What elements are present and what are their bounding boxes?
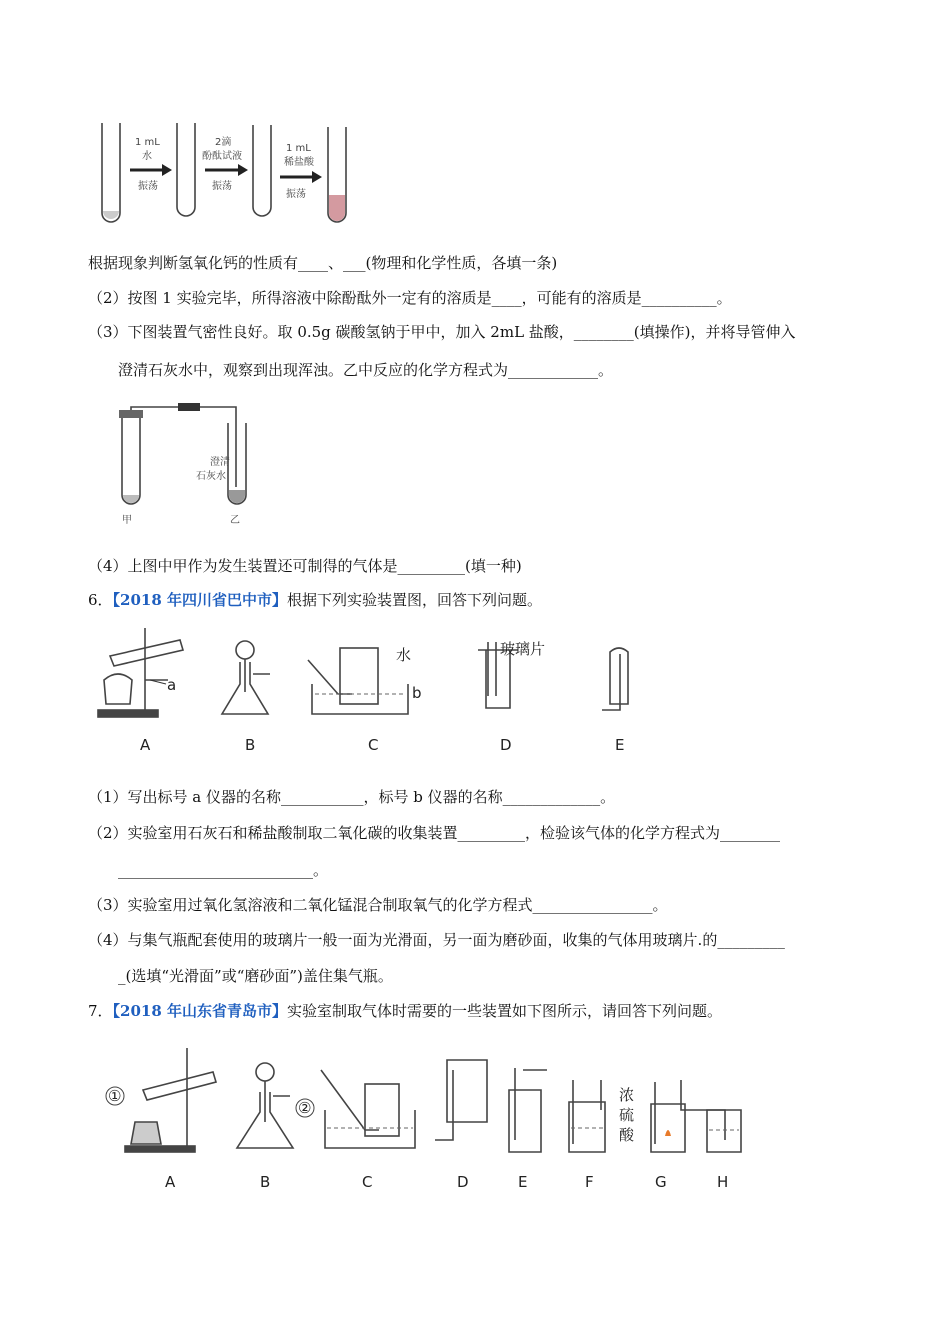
fig1-label-1a: 1 mL <box>135 137 160 148</box>
fig1-label-2a: 2滴 <box>215 137 232 148</box>
label-acid-2: 硫 <box>619 1106 635 1124</box>
label-acid-1: 浓 <box>619 1086 635 1104</box>
q5-part3-line2: 澄清石灰水中，观察到出现浑浊。乙中反应的化学方程式为____________。 <box>118 361 614 379</box>
label-circle-1: ① <box>108 1087 122 1105</box>
fig1-label-3c: 振荡 <box>286 189 306 200</box>
q5-part4: （4）上图中甲作为发生装置还可制得的气体是_________(填一种) <box>88 557 522 575</box>
q6-source-tag: 【2018 年四川省巴中市】 <box>112 591 288 609</box>
q6-part3: （3）实验室用过氧化氢溶液和二氧化锰混合制取氧气的化学方程式________________。 <box>88 896 668 914</box>
q5-properties-line: 根据现象判断氢氧化钙的性质有____、___(物理和化学性质，各填一条) <box>88 254 558 272</box>
q7-letter-A: A <box>165 1173 176 1191</box>
limewater-label-2: 石灰水 <box>196 471 226 482</box>
letter-A: A <box>140 736 151 754</box>
q7-apparatus-figure <box>95 1040 755 1195</box>
q7-letter-F: F <box>585 1173 594 1191</box>
label-b: b <box>412 684 422 702</box>
q6-part2-line1: （2）实验室用石灰石和稀盐酸制取二氧化碳的收集装置_________，检验该气体的化学方程式为________ <box>88 824 781 842</box>
jia-label: 甲 <box>122 515 132 526</box>
q5-part3-line1: （3）下图装置气密性良好。取 0.5g 碳酸氢钠于甲中，加入 2mL 盐酸，________(填操作)，并将导管伸入 <box>88 323 796 341</box>
letter-E: E <box>615 736 625 754</box>
q6-apparatus-figure <box>90 622 650 757</box>
limewater-label-1: 澄清 <box>210 457 230 468</box>
q6-part1: （1）写出标号 a 仪器的名称___________，标号 b 仪器的名称_____________。 <box>88 788 616 806</box>
q6-stem-text: 根据下列实验装置图，回答下列问题。 <box>287 591 543 609</box>
letter-D: D <box>500 736 512 754</box>
label-circle-2: ② <box>298 1099 312 1117</box>
jia-yi-apparatus-figure <box>108 395 258 530</box>
label-water: 水 <box>396 646 412 664</box>
label-acid-3: 酸 <box>619 1126 635 1144</box>
q7-source-tag: 【2018 年山东省青岛市】 <box>112 1002 288 1020</box>
q7-number: 7． <box>88 1002 113 1020</box>
fig1-label-3b: 稀盐酸 <box>284 157 314 168</box>
q7-letter-E: E <box>518 1173 528 1191</box>
q7-letter-C: C <box>362 1173 373 1191</box>
fig1-label-1b: 水 <box>142 151 152 162</box>
q6-part4-line1: （4）与集气瓶配套使用的玻璃片一般一面为光滑面，另一面为磨砂面，收集的气体用玻璃片.的_________ <box>88 931 785 949</box>
test-tube-sequence-figure <box>90 115 360 230</box>
q7-letter-B: B <box>260 1173 271 1191</box>
fig1-label-1c: 振荡 <box>138 181 158 192</box>
fig1-label-3a: 1 mL <box>286 143 311 154</box>
q7-stem <box>88 1001 722 1021</box>
label-glass-plate: 玻璃片 <box>500 640 546 658</box>
q6-number: 6． <box>88 591 113 609</box>
yi-label: 乙 <box>230 515 240 526</box>
q6-stem <box>88 590 542 610</box>
q5-part2: （2）按图 1 实验完毕，所得溶液中除酚酞外一定有的溶质是____，可能有的溶质是__________。 <box>88 289 732 307</box>
label-a: a <box>167 676 177 694</box>
q7-letter-G: G <box>655 1173 667 1191</box>
q7-letter-D: D <box>457 1173 469 1191</box>
letter-C: C <box>368 736 379 754</box>
fig1-label-2b: 酚酞试液 <box>202 151 242 162</box>
fig1-label-2c: 振荡 <box>212 181 232 192</box>
q6-part2-line2: __________________________。 <box>118 861 329 879</box>
letter-B: B <box>245 736 256 754</box>
q7-stem-text: 实验室制取气体时需要的一些装置如下图所示，请回答下列问题。 <box>287 1002 723 1020</box>
q7-letter-H: H <box>717 1173 729 1191</box>
q6-part4-line2: _(选填“光滑面”或“磨砂面”)盖住集气瓶。 <box>118 967 393 985</box>
